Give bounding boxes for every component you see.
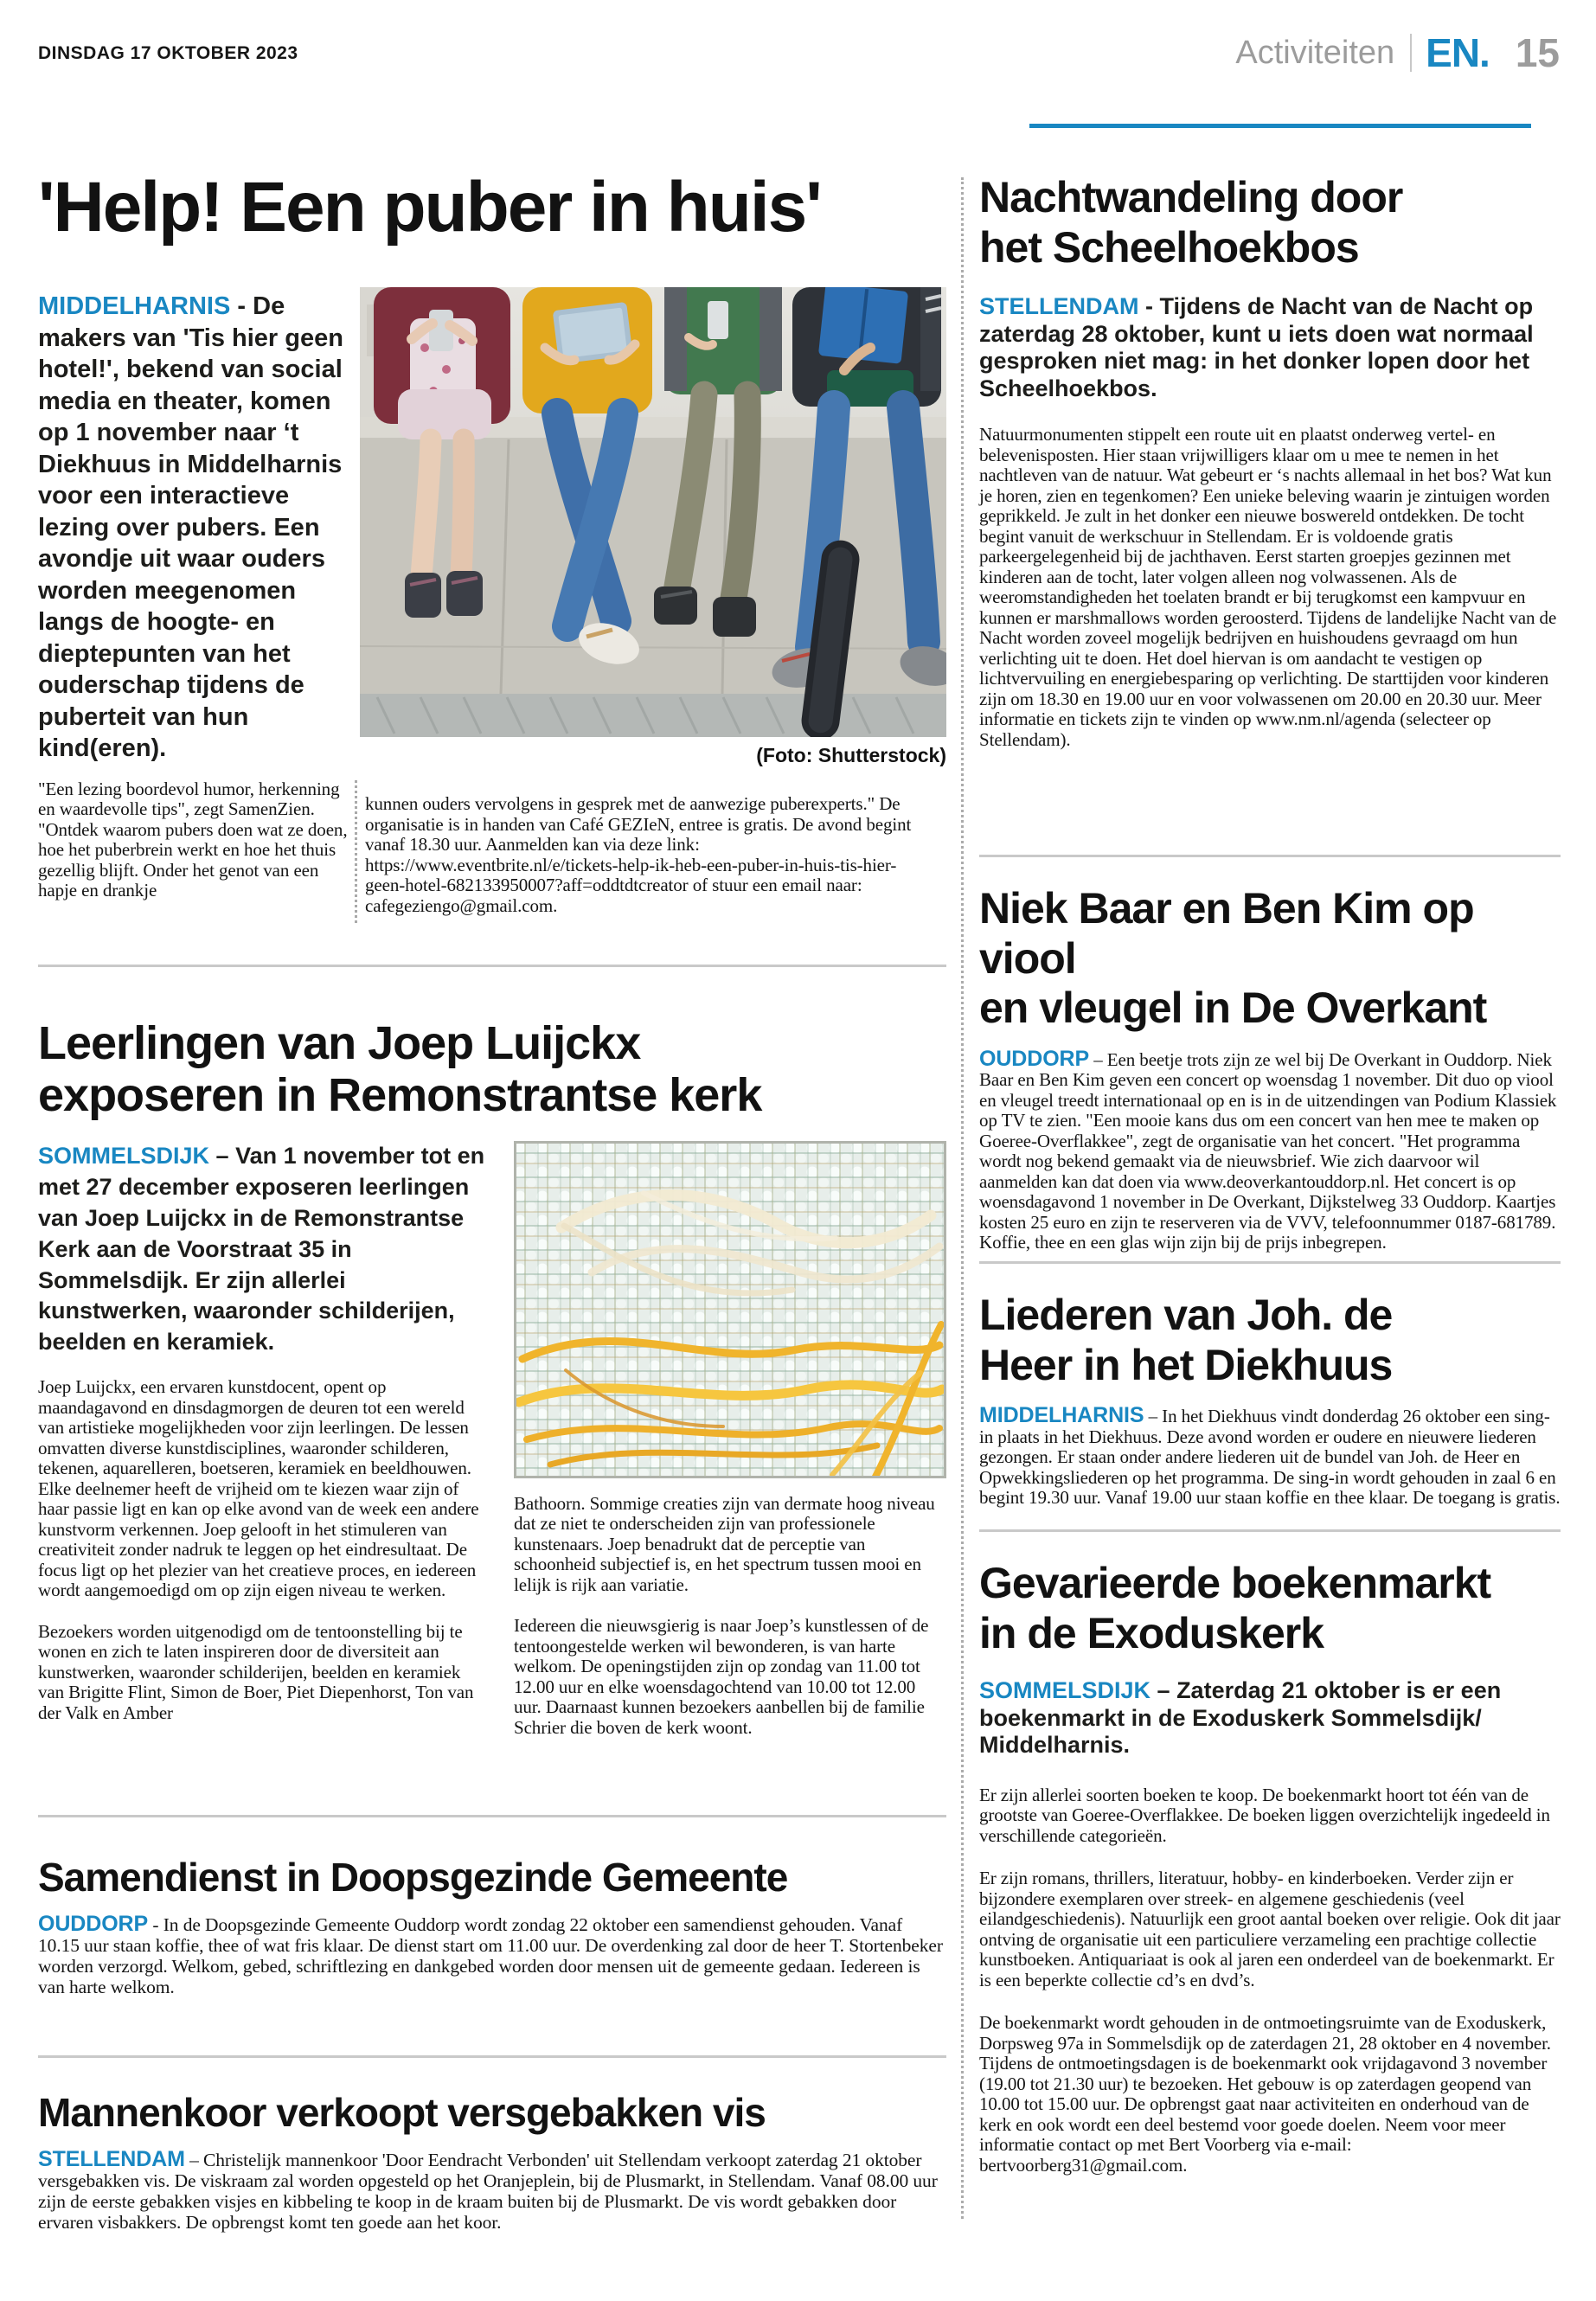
city-tag: OUDDORP [979, 1046, 1090, 1071]
article-divider [38, 965, 946, 967]
city-tag: OUDDORP [38, 1911, 149, 1936]
intro-text: - Tijdens de Nacht van de Nacht op zaterdag 28 oktober, kunt u iets doen wat normaal gesproken niet mag: in het donker lopen door het Scheelhoekbos. [979, 293, 1534, 401]
page-date: DINSDAG 17 OKTOBER 2023 [38, 43, 298, 63]
body-paragraph: Iedereen die nieuwsgierig is naar Joep’s kunstlessen of de tentoongestelde werken wil bewonderen, is van harte welkom. De openingstijden zijn op zondag van 11.00 tot 12.00 uur en elke woensdagochtend van 10.00 tot 12.00 uur. Daarnaast kunnen bezoekers aanbellen bij de familie Schrier die boven de kerk woont. [514, 1615, 929, 1738]
body-paragraph: Bezoekers worden uitgenodigd om de tentoonstelling bij te wonen en zich te laten inspireren door de diversiteit aan kunstwerken, waaronder schilderijen, beelden en keramiek van Brigitte Flint, Simon de Boer, Piet Diepenhorst, Ton van der Valk en Amber [38, 1620, 474, 1723]
city-tag: SOMMELSDIJK [979, 1677, 1151, 1703]
title-line-1: Gevarieerde boekenmarkt [979, 1559, 1491, 1607]
title-line-1: Niek Baar en Ben Kim op viool [979, 884, 1474, 983]
article-figure [360, 287, 946, 767]
body-paragraph: Er zijn allerlei soorten boeken te koop. De boekenmarkt hoort tot één van de grootste van Goeree-Overflakkee. De boeken liggen overzichtelijk ingedeeld in verschillende categorieën. [979, 1784, 1550, 1846]
article-title: Mannenkoor verkoopt versgebakken vis [38, 2090, 766, 2135]
article-divider [38, 2055, 946, 2058]
article-divider [979, 1529, 1561, 1532]
article-columns [38, 1141, 946, 1739]
article-title [38, 1017, 946, 1122]
main-column [38, 164, 946, 2266]
column-separator [961, 177, 964, 2219]
article-title [979, 1559, 1561, 1658]
article-nachtwandeling [979, 173, 1561, 750]
article-liederen [979, 1291, 1561, 1509]
city-tag: MIDDELHARNIS [979, 1403, 1144, 1427]
intro-text: – Zaterdag 21 oktober is er een boekenmarkt in de Exoduskerk Sommelsdijk/ Middelharnis. [979, 1677, 1502, 1759]
teenagers-photo [360, 287, 946, 737]
article-quote: "Een lezing boordevol humor, herkenning en waardevolle tips", zegt SamenZien. "Ontdek waarom pubers doen wat ze doen, hoe het puberbrein werkt en hoe het thuis gezellig blijft. Onder het genot van een hapje en drankje [38, 778, 348, 901]
article-leerlingen [38, 1010, 946, 1738]
city-tag: MIDDELHARNIS [38, 292, 231, 320]
article-title: 'Help! Een puber in huis' [38, 168, 821, 247]
article-body [979, 1403, 1561, 1509]
body-text: – Christelijk mannenkoor 'Door Eendracht Verbonden' uit Stellendam verkoopt zaterdag 21 oktober versgebakken vis. De viskraam zal worden opgesteld op het Oranjeplein, bij de Plusmarkt, in Stellendam. Vanaf 08.00 uur zijn de eerste gebakken visjes en kibbeling te koop in de kraam buiten bij de Plusmarkt. De vis wordt gebakken door ervaren visbakkers. De opbrengst komt ten goede aan het koor. [38, 2149, 938, 2233]
painting-photo [514, 1141, 946, 1478]
article-body [38, 1913, 945, 1997]
title-line-1: Liederen van Joh. de [979, 1291, 1393, 1339]
title-line-1: Nachtwandeling door [979, 173, 1403, 221]
article-body [38, 2146, 945, 2233]
article-title [979, 884, 1561, 1034]
title-line-2: het Scheelhoekbos [979, 222, 1359, 272]
article-divider [38, 1815, 946, 1817]
city-tag: SOMMELSDIJK [38, 1142, 210, 1169]
image-column [514, 1141, 946, 1739]
header-divider [1410, 34, 1412, 72]
page-number: 15 [1515, 30, 1560, 75]
title-line-2: Heer in het Diekhuus [979, 1340, 1393, 1389]
text-column [38, 1141, 486, 1739]
title-line-1: Leerlingen van Joep Luijckx [38, 1017, 641, 1069]
article-continuation: kunnen ouders vervolgens in gesprek met de aanwezige puberexperts." De organisatie is in handen van Café GEZIeN, entree is gratis. De avond begint vanaf 18.30 uur. Aanmelden kan via deze link: https://www.eventbrite.nl/e/tickets-help-ik-heb-een-puber-in-huis-tis-hier-geen-hotel-682133950007?aff=oddtdtcreator of stuur een email naar: cafegeziengo@gmail.com. [365, 793, 912, 916]
body-paragraph: Joep Luijckx, een ervaren kunstdocent, opent op maandagavond en dinsdagmorgen de deuren tot een wereld van artistieke mogelijkheden voor zijn leerlingen. De lessen omvatten diverse kunstdisciplines, waaronder schilderen, tekenen, aquarelleren, boetseren, keramiek en beeldhouwen. Elke deelnemer heeft de vrijheid om te kiezen waar zijn of haar passie ligt en kan op elke avond van de week een andere kunstvorm verkennen. Joep gelooft in het stimuleren van creativiteit zonder nadruk te leggen op het eindresultaat. De focus ligt op het plezier van het creatieve proces, en iedereen wordt aangemoedigd om op zijn eigen niveau te werken. [38, 1376, 479, 1601]
article-body: Natuurmonumenten stippelt een route uit en plaatst onderweg vertel- en belevenisposten. Hier staan vrijwilligers klaar om u mee te nemen in het nachtleven van de natuur. Wat gebeurt er ‘s nachts allemaal in het bos? Wat kun je horen, zien en tegenkomen? Een unieke beleving waarin je zintuigen worden geprikkeld. Je zult in het donker een nieuwe boswereld ontdekken. De tocht begint vanuit de werkschuur in Stellendam. Er is voldoende gratis parkeergelegenheid bij de jachthaven. Eerst starten groepjes gezinnen met kinderen aan de tocht, later volgen alleen nog volwassenen. Als de weeromstandigheden het toelaten brandt er bij terugkomst een kampvuur en kunnen er marshmallows worden geroosterd. Tijdens de landelijke Nacht van de Nacht worden zoveel mogelijk bedrijven en huishoudens gevraagd om hun verlichting uit te doen. Het doel hiervan is om aandacht te vestigen op lichtvervuiling en energiebesparing op verlichting. De starttijden voor kinderen zijn om 18.30 en 19.00 uur en voor volwassenen om 20.00 en 20.30 uur. Meer informatie en tickets zijn te vinden op www.nm.nl/agenda (selecteer op Stellendam). [979, 424, 1557, 750]
section-title: Activiteiten [1235, 34, 1395, 71]
newspaper-logo: EN. [1426, 30, 1490, 75]
body-paragraph: De boekenmarkt wordt gehouden in de ontmoetingsruimte van de Exoduskerk, Dorpsweg 97a in Sommelsdijk op de zaterdagen 21, 28 oktober en 4 november. Tijdens de ontmoetingsdagen is de boekenmarkt ook vrijdagavond 3 november (19.00 tot 21.30 uur) te bezoeken. Het gebouw is op zaterdagen geopend van 10.00 tot 15.00 uur. De opbrengst gaat naar activiteiten en onderhoud van de kerk en ook wordt een deel bestemd voor goede doelen. Neem voor meer informatie contact op met Bert Voorberg via e-mail: bertvoorberg31@gmail.com. [979, 2012, 1551, 2176]
article-boekenmarkt [979, 1559, 1561, 2176]
article-niek-baar [979, 884, 1561, 1253]
article-title: Samendienst in Doopsgezinde Gemeente [38, 1855, 788, 1900]
body-text: – In het Diekhuus vindt donderdag 26 oktober een sing-in plaats in het Diekhuus. Deze avond worden er oudere en nieuwere liederen gezongen. Er staan onder andere liederen uit de bundel van Joh. de Heer en Opwekkingsliederen op het programma. De sing-in wordt gehouden in zaal 6 en begint 19.30 uur. Vanaf 19.00 uur staan koffie en thee klaar. De toegang is gratis. [979, 1406, 1561, 1508]
body-paragraph: Er zijn romans, thrillers, literatuur, hobby- en kinderboeken. Verder zijn er bijzondere exemplaren over streek- en algemene geschiedenis (veel eilandgeschiedenis). Natuurlijk een groot aantal boeken over religie. Ook dit jaar ontving de organisatie uit een particuliere verzameling een prachtige collectie kunstboeken. Antiquariaat is ook al jaren een onderdeel van de boekenmarkt. Er is een beperkte collectie cd’s en dvd’s. [979, 1868, 1561, 1990]
article-body [979, 1046, 1561, 1253]
article-help-puber [38, 164, 946, 965]
article-intro [38, 291, 355, 765]
right-column [979, 164, 1561, 2266]
article-intro-column [38, 291, 355, 901]
city-tag: STELLENDAM [38, 2146, 185, 2171]
article-divider [979, 1261, 1561, 1264]
article-intro [979, 1677, 1561, 1759]
title-line-2: exposeren in Remonstrantse kerk [38, 1069, 762, 1122]
article-title [979, 173, 1561, 272]
body-text: - In de Doopsgezinde Gemeente Ouddorp wordt zondag 22 oktober een samendienst gehouden. Vanaf 10.15 uur staan koffie, thee of wat fris klaar. De dienst start om 11.00 uur. De overdenking zal door de heer T. Stortenbeker worden verzorgd. Welkom, gebed, schriftlezing en dankgebed worden door mensen uit de gemeente gedaan. Iedereen is van harte welkom. [38, 1913, 943, 1997]
header-rule [1029, 124, 1531, 128]
title-line-2: en vleugel in De Overkant [979, 984, 1487, 1032]
inline-column-separator [355, 780, 357, 923]
intro-text: - De makers van 'Tis hier geen hotel!', bekend van social media en theater, komen op 1 november naar ‘t Diekhuus in Middelharnis voor een interactieve lezing over pubers. Een avondje uit waar ouders worden meegenomen langs de hoogte- en dieptepunten van het ouderschap tijdens de puberteit van hun kind(eren). [38, 292, 343, 763]
body-paragraph: Bathoorn. Sommige creaties zijn van dermate hoog niveau dat ze niet te onderscheiden zijn van professionele kunstenaars. Joep benadrukt dat de perceptie van schoonheid subjectief is, en het spectrum tussen mooi en lelijk is rijk aan variatie. [514, 1492, 935, 1595]
article-intro [38, 1141, 486, 1358]
section-header [1235, 29, 1560, 76]
body-text: – Een beetje trots zijn ze wel bij De Overkant in Ouddorp. Niek Baar en Ben Kim geven een concert op woensdag 1 november. Dit duo op viool en vleugel treedt internationaal op en is in de uitzendingen van Podium Klassiek op TV te zien. "Een mooie kans dus om een concert van hen mee te maken op Goeree-Overflakkee", zegt de organisatie van het concert. "Het programma wordt nog bekend gemaakt via de nieuwsbrief. Wie zich daarvoor wil aanmelden kan dat doen via www.deoverkantouddorp.nl. Het concert is op woensdagavond 1 november in De Overkant, Dijkstelweg 33 Ouddorp. Kaartjes kosten 25 euro en zijn te reserveren via de VVV, telefoonnummer 0187-681789. Koffie, thee en een glas wijn zijn bij de prijs inbegrepen. [979, 1048, 1557, 1253]
article-samendienst [38, 1856, 946, 1997]
photo-caption: (Foto: Shutterstock) [756, 744, 946, 766]
article-intro [979, 293, 1561, 402]
city-tag: STELLENDAM [979, 293, 1139, 319]
title-line-2: in de Exoduskerk [979, 1608, 1324, 1657]
intro-text: – Van 1 november tot en met 27 december exposeren leerlingen van Joep Luijckx in de Remonstrantse Kerk aan de Voorstraat 35 in Sommelsdijk. Er zijn allerlei kunstwerken, waaronder schilderijen, beelden en keramiek. [38, 1142, 485, 1356]
article-title [979, 1291, 1561, 1390]
article-mannenkoor [38, 2092, 946, 2233]
article-divider [979, 855, 1561, 857]
